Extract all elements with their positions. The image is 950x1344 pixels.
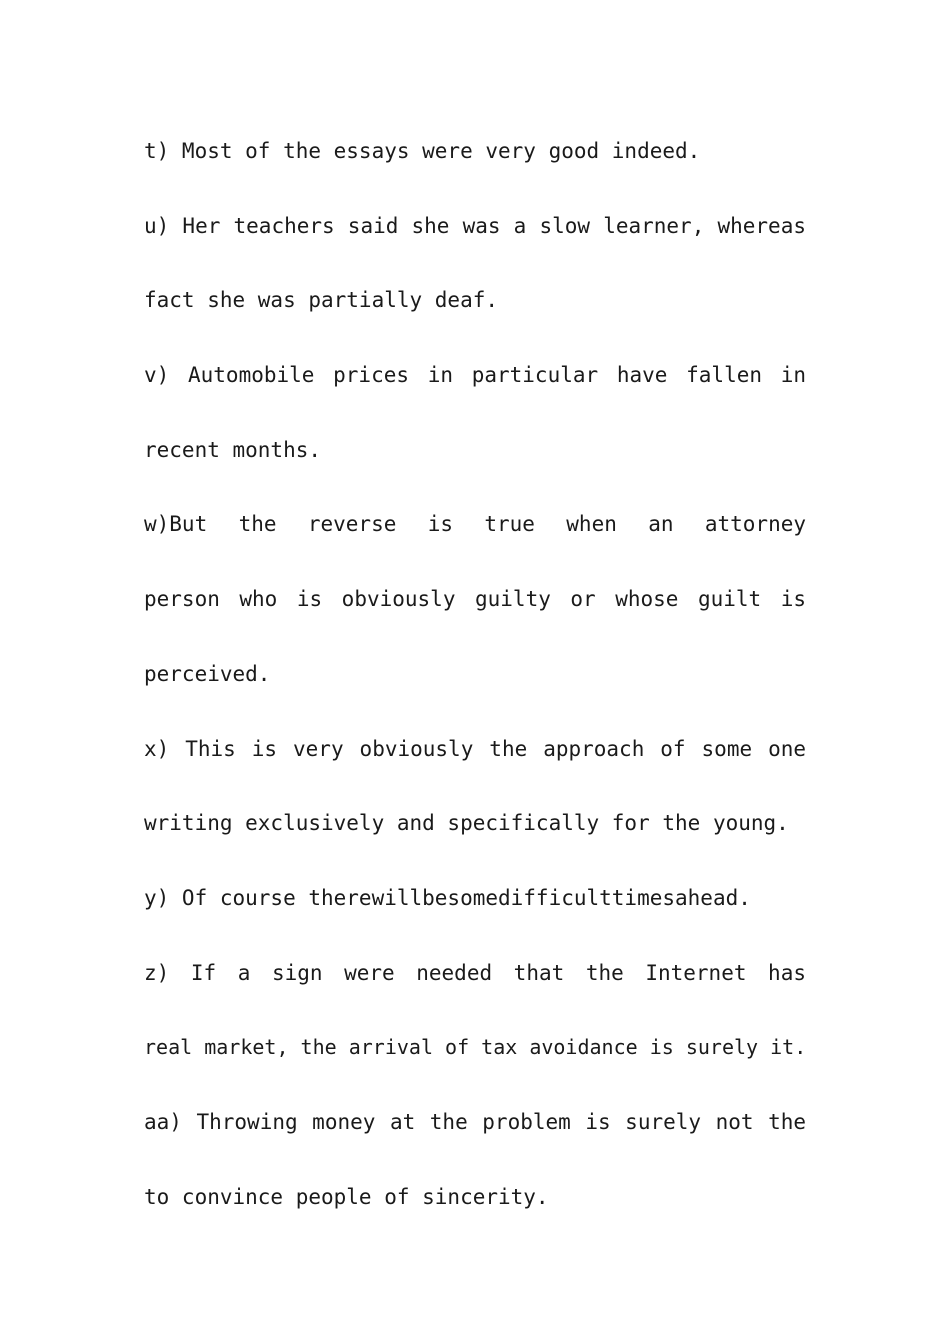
- text-line: person who is obviously guilty or whose guilt is: [144, 587, 806, 612]
- text-line: w)But the reverse is true when an attorney: [144, 512, 806, 537]
- text-line: z) If a sign were needed that the Internet has: [144, 960, 806, 985]
- text-line: u) Her teachers said she was a slow learner, whereas: [144, 213, 806, 238]
- text-line: writing exclusively and specifically for the young.: [144, 811, 789, 836]
- text-line: real market, the arrival of tax avoidance is surely it.: [144, 1035, 807, 1060]
- text-line: to convince people of sincerity.: [144, 1184, 549, 1209]
- text-line: perceived.: [144, 661, 271, 686]
- text-line: x) This is very obviously the approach of some one: [144, 736, 806, 761]
- document-body: [144, 114, 806, 1234]
- text-line: recent months.: [144, 437, 322, 462]
- text-line: aa) Throwing money at the problem is surely not the: [144, 1109, 806, 1134]
- text-line: y) Of course therewillbesomedifficulttimesahead.: [144, 885, 751, 910]
- text-line: v) Automobile prices in particular have fallen in: [144, 363, 806, 388]
- text-line: t) Most of the essays were very good indeed.: [144, 139, 701, 163]
- text-line: fact she was partially deaf.: [144, 288, 499, 313]
